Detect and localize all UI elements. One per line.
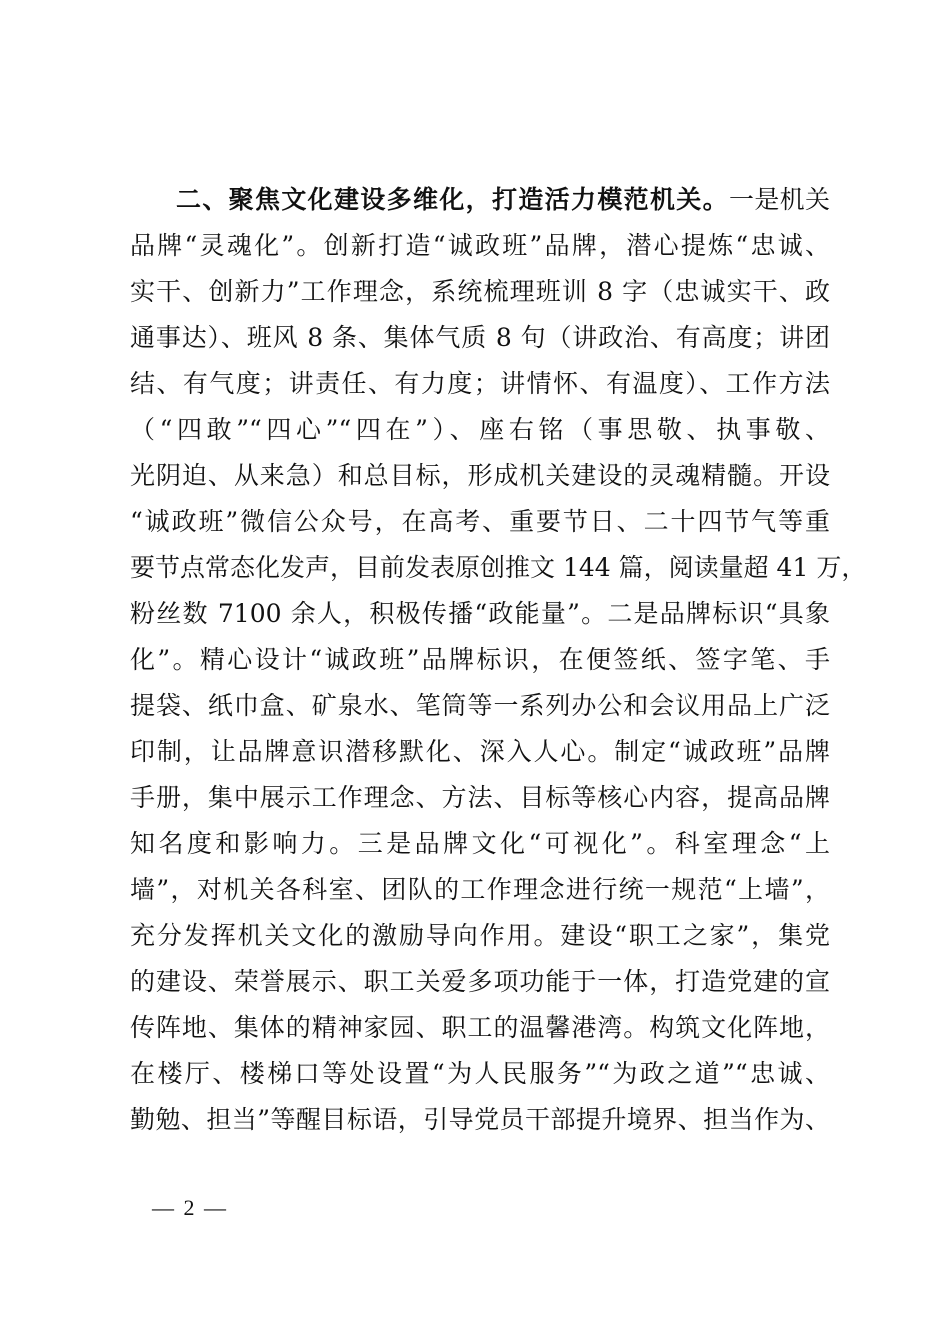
paragraph-line: “诚政班”微信公众号，在高考、重要节日、二十四节气等重: [130, 507, 830, 536]
paragraph-line: 勤勉、担当”等醒目标语，引导党员干部提升境界、担当作为、: [130, 1105, 830, 1134]
section-heading: 二、聚焦文化建设多维化，打造活力模范机关。: [176, 185, 729, 214]
paragraph-line: 光阴迫、从来急）和总目标，形成机关建设的灵魂精髓。开设: [130, 461, 830, 490]
paragraph-line: 实干、创新力”工作理念，系统梳理班训 8 字（忠诚实干、政: [130, 277, 830, 306]
paragraph-line: [176, 180, 830, 220]
paragraph-line: 在楼厅、楼梯口等处设置“为人民服务”“为政之道”“忠诚、: [130, 1059, 830, 1088]
paragraph-line: 品牌“灵魂化”。创新打造“诚政班”品牌，潜心提炼“忠诚、: [130, 231, 830, 260]
paragraph-line: 要节点常态化发声，目前发表原创推文 144 篇，阅读量超 41 万，: [130, 553, 867, 582]
paragraph-line: （“四敢”“四心”“四在”）、座右铭（事思敬、执事敬、: [130, 415, 830, 444]
paragraph-line: 通事达）、班风 8 条、集体气质 8 句（讲政治、有高度；讲团: [130, 323, 830, 352]
paragraph-line: 手册，集中展示工作理念、方法、目标等核心内容，提高品牌: [130, 783, 830, 812]
paragraph-line: 提袋、纸巾盒、矿泉水、笔筒等一系列办公和会议用品上广泛: [130, 691, 830, 720]
line-text: 一是机关: [728, 185, 830, 214]
paragraph-line: 墙”，对机关各科室、团队的工作理念进行统一规范“上墙”，: [130, 875, 830, 904]
paragraph-line: 粉丝数 7100 余人，积极传播“政能量”。二是品牌标识“具象: [130, 599, 830, 628]
paragraph-line: 知名度和影响力。三是品牌文化“可视化”。科室理念“上: [130, 829, 830, 858]
paragraph-line: 充分发挥机关文化的激励导向作用。建设“职工之家”，集党: [130, 921, 830, 950]
page-number: — 2 —: [152, 1195, 228, 1220]
paragraph-line: 印制，让品牌意识潜移默化、深入人心。制定“诚政班”品牌: [130, 737, 830, 766]
paragraph-line: 化”。精心设计“诚政班”品牌标识，在便签纸、签字笔、手: [130, 645, 830, 674]
paragraph-line: 传阵地、集体的精神家园、职工的温馨港湾。构筑文化阵地，: [130, 1013, 830, 1042]
paragraph-line: 的建设、荣誉展示、职工关爱多项功能于一体，打造党建的宣: [130, 967, 830, 996]
paragraph-line: 结、有气度；讲责任、有力度；讲情怀、有温度）、工作方法: [130, 369, 830, 398]
